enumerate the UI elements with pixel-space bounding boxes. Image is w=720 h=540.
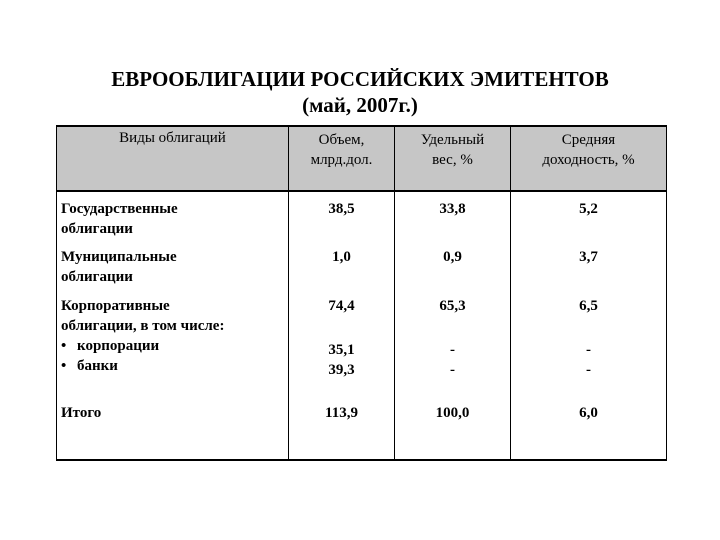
cell-yield: 3,7: [511, 243, 667, 292]
cell-share: 0,9: [395, 243, 511, 292]
header-share: Удельный вес, %: [395, 126, 511, 191]
cell-share: 65,3 - -: [395, 292, 511, 401]
table-header-row: [57, 126, 667, 191]
table-row-government: [57, 191, 667, 243]
cell-share: 100,0: [395, 401, 511, 460]
cell-volume: 74,4 35,1 39,3: [289, 292, 395, 401]
header-volume: Объем, млрд.дол.: [289, 126, 395, 191]
row-name: Корпоративные облигации, в том числе: • корпорации • банки: [57, 292, 289, 401]
row-name: Муниципальные облигации: [57, 243, 289, 292]
page-title: [0, 66, 720, 118]
bullet-icon: •: [61, 338, 67, 354]
bullet-icon: •: [61, 358, 67, 374]
sub-item-corporations: • корпорации: [61, 338, 160, 354]
row-name: Государственные облигации: [57, 191, 289, 243]
table-row-corporate: [57, 292, 667, 401]
cell-volume: 113,9: [289, 401, 395, 460]
cell-volume: 38,5: [289, 191, 395, 243]
cell-yield: 6,5 - -: [511, 292, 667, 401]
table-row-total: [57, 401, 667, 460]
cell-volume: 1,0: [289, 243, 395, 292]
cell-yield: 5,2: [511, 191, 667, 243]
cell-share: 33,8: [395, 191, 511, 243]
header-bond-types: Виды облигаций: [57, 126, 289, 191]
row-name: Итого: [57, 401, 289, 460]
eurobonds-table: [56, 125, 667, 461]
header-yield: Средняя доходность, %: [511, 126, 667, 191]
cell-yield: 6,0: [511, 401, 667, 460]
sub-item-banks: • банки: [61, 358, 118, 374]
title-line-2: (май, 2007г.): [302, 93, 418, 117]
title-line-1: ЕВРООБЛИГАЦИИ РОССИЙСКИХ ЭМИТЕНТОВ: [111, 67, 609, 91]
table-row-municipal: [57, 243, 667, 292]
